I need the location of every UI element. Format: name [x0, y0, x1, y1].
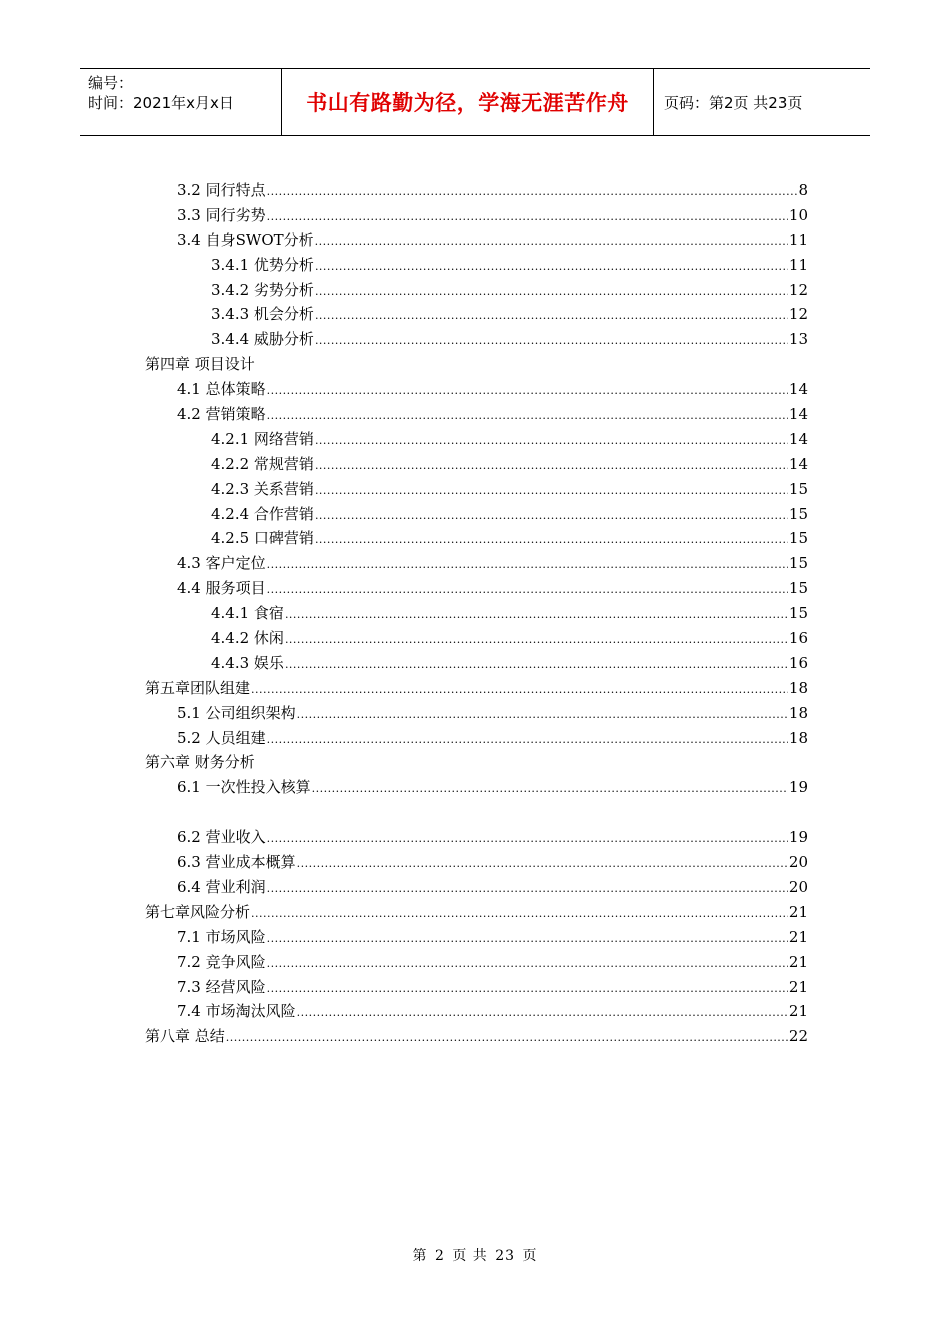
toc-leader-dots [267, 180, 798, 205]
header-page-label: 页码：第2页 共23页 [664, 93, 803, 112]
toc-entry-page: 12 [788, 305, 808, 324]
toc-entry-title: 7.4 市场淘汰风险 [177, 1002, 296, 1021]
toc-entry[interactable] [145, 228, 808, 253]
toc-entry-page: 21 [788, 927, 808, 946]
toc-leader-dots [267, 977, 788, 1002]
toc-entry-title: 6.1 一次性投入核算 [177, 778, 311, 797]
toc-entry-title: 第四章 项目设计 [145, 355, 255, 374]
toc-entry-title: 5.1 公司组织架构 [177, 703, 296, 722]
toc-entry-page: 15 [788, 554, 808, 573]
toc-entry[interactable] [145, 352, 808, 377]
toc-leader-dots [267, 404, 788, 429]
toc-entry[interactable] [145, 502, 808, 527]
toc-entry-title: 3.3 同行劣势 [177, 205, 266, 224]
toc-leader-dots [315, 479, 788, 504]
toc-leader-dots [315, 280, 788, 305]
footer-prefix: 第 [412, 1248, 428, 1264]
toc-entry[interactable] [145, 601, 808, 626]
toc-leader-dots [226, 1026, 788, 1051]
toc-entry[interactable] [145, 950, 808, 975]
toc-entry-title: 6.2 营业收入 [177, 828, 266, 847]
toc-entry-page: 15 [788, 604, 808, 623]
toc-entry-page: 11 [788, 230, 808, 249]
toc-entry-title: 3.4.3 机会分析 [211, 305, 314, 324]
toc-entry-page: 20 [788, 877, 808, 896]
toc-entry[interactable] [145, 875, 808, 900]
toc-leader-dots [251, 678, 788, 703]
toc-entry-page: 20 [788, 853, 808, 872]
toc-entry-page: 16 [788, 653, 808, 672]
toc-leader-dots [267, 877, 788, 902]
toc-entry[interactable] [145, 975, 808, 1000]
toc-leader-dots [285, 603, 788, 628]
toc-entry[interactable] [145, 825, 808, 850]
toc-leader-dots [315, 504, 788, 529]
toc-entry-title: 3.4.1 优势分析 [211, 255, 314, 274]
toc-entry[interactable] [145, 203, 808, 228]
toc-entry-title: 4.2.2 常规营销 [211, 454, 314, 473]
footer-total-pages: 23 [495, 1248, 516, 1264]
toc-entry[interactable] [145, 551, 808, 576]
toc-leader-dots [267, 379, 788, 404]
toc-leader-dots [312, 777, 788, 802]
footer-mid: 页 共 [452, 1248, 488, 1264]
toc-entry[interactable] [145, 999, 808, 1024]
toc-entry-title: 3.2 同行特点 [177, 181, 266, 199]
toc-entry-title: 4.2.4 合作营销 [211, 504, 314, 523]
toc-leader-dots [315, 255, 788, 280]
toc-entry[interactable] [145, 327, 808, 352]
toc-entry-page: 8 [798, 181, 808, 199]
toc-entry-page: 15 [788, 579, 808, 598]
toc-entry[interactable] [145, 750, 808, 775]
toc-entry-title: 7.3 经营风险 [177, 977, 266, 996]
toc-leader-dots [267, 205, 788, 230]
toc-entry-page: 21 [788, 902, 808, 921]
toc-entry-page: 21 [788, 977, 808, 996]
document-date-label: 时间：2021年x月x日 [88, 94, 234, 112]
toc-entry-title: 5.2 人员组建 [177, 728, 266, 747]
toc-entry[interactable] [145, 377, 808, 402]
toc-entry-page: 21 [788, 1002, 808, 1021]
toc-entry-page: 16 [788, 629, 808, 648]
toc-entry-page: 14 [788, 380, 808, 399]
header-left-cell [80, 69, 281, 135]
toc-entry[interactable] [145, 676, 808, 701]
toc-entry-title: 第六章 财务分析 [145, 753, 255, 772]
toc-leader-dots [315, 304, 788, 329]
toc-entry-title: 第八章 总结 [145, 1027, 225, 1046]
header-motto: 书山有路勤为径，学海无涯苦作舟 [281, 69, 654, 135]
toc-entry-title: 7.1 市场风险 [177, 927, 266, 946]
toc-leader-dots [315, 454, 788, 479]
toc-entry[interactable] [145, 900, 808, 925]
toc-entry[interactable] [145, 850, 808, 875]
toc-leader-dots [267, 728, 788, 753]
toc-entry[interactable] [145, 427, 808, 452]
toc-leader-dots [267, 578, 788, 603]
toc-entry-title: 4.1 总体策略 [177, 380, 266, 399]
toc-entry[interactable] [145, 253, 808, 278]
toc-entry-page: 14 [788, 429, 808, 448]
toc-entry-page: 18 [788, 728, 808, 747]
toc-entry-title: 3.4.4 威胁分析 [211, 330, 314, 349]
toc-entry-page: 18 [788, 703, 808, 722]
toc-entry-page: 15 [788, 529, 808, 548]
page-header [80, 68, 870, 136]
toc-leader-dots [267, 553, 788, 578]
toc-entry-page: 21 [788, 952, 808, 971]
toc-entry[interactable] [145, 651, 808, 676]
table-of-contents [145, 178, 808, 1049]
footer-current-page: 2 [434, 1248, 445, 1264]
toc-entry-title: 3.4.2 劣势分析 [211, 280, 314, 299]
toc-entry[interactable] [145, 178, 808, 203]
toc-leader-dots [315, 429, 788, 454]
toc-leader-dots [267, 827, 788, 852]
toc-entry-page: 15 [788, 479, 808, 498]
toc-entry-page: 15 [788, 504, 808, 523]
toc-entry-page: 18 [788, 678, 808, 697]
toc-entry[interactable] [145, 278, 808, 303]
toc-leader-dots [267, 952, 788, 977]
toc-leader-dots [297, 1001, 788, 1026]
toc-entry[interactable] [145, 925, 808, 950]
toc-entry[interactable] [145, 775, 808, 800]
toc-leader-dots [267, 927, 788, 952]
document-number-label: 编号： [88, 74, 134, 92]
toc-entry-page: 12 [788, 280, 808, 299]
toc-entry-title: 4.3 客户定位 [177, 554, 266, 573]
toc-leader-dots [315, 528, 788, 553]
toc-entry-title: 3.4 自身SWOT分析 [177, 230, 314, 249]
toc-entry-page: 19 [788, 778, 808, 797]
toc-entry[interactable] [145, 302, 808, 327]
toc-entry-title: 4.4 服务项目 [177, 579, 266, 598]
toc-entry[interactable] [145, 526, 808, 551]
toc-leader-dots [285, 653, 788, 678]
toc-entry-title: 第五章团队组建 [145, 678, 251, 697]
toc-entry[interactable] [145, 477, 808, 502]
toc-leader-dots [251, 902, 788, 927]
footer-suffix: 页 [522, 1248, 538, 1264]
toc-entry-title: 6.4 营业利润 [177, 877, 266, 896]
toc-leader-dots [297, 703, 788, 728]
toc-entry[interactable] [145, 452, 808, 477]
toc-entry-title: 4.2.1 网络营销 [211, 429, 314, 448]
toc-entry-page: 22 [788, 1027, 808, 1046]
toc-entry[interactable] [145, 1024, 808, 1049]
toc-entry-page: 14 [788, 405, 808, 424]
toc-entry-title: 6.3 营业成本概算 [177, 853, 296, 872]
toc-entry-title: 4.4.2 休闲 [211, 629, 284, 648]
toc-entry-page: 19 [788, 828, 808, 847]
page-footer [0, 1245, 950, 1265]
toc-leader-dots [315, 329, 788, 354]
toc-entry-title: 4.2 营销策略 [177, 405, 266, 424]
toc-entry-page: 11 [788, 255, 808, 274]
toc-entry[interactable] [145, 701, 808, 726]
toc-entry[interactable] [145, 726, 808, 751]
toc-entry[interactable] [145, 626, 808, 651]
toc-entry-title: 4.2.3 关系营销 [211, 479, 314, 498]
toc-entry[interactable] [145, 576, 808, 601]
toc-entry-title: 4.4.1 食宿 [211, 604, 284, 623]
toc-leader-dots [315, 230, 788, 255]
toc-entry-title: 第七章风险分析 [145, 902, 251, 921]
toc-entry-title: 4.2.5 口碑营销 [211, 529, 314, 548]
toc-leader-dots [297, 852, 788, 877]
toc-entry[interactable] [145, 402, 808, 427]
toc-entry-page: 10 [788, 205, 808, 224]
toc-entry-page: 14 [788, 454, 808, 473]
toc-leader-dots [285, 628, 788, 653]
toc-entry-title: 7.2 竞争风险 [177, 952, 266, 971]
toc-entry-title: 4.4.3 娱乐 [211, 653, 284, 672]
toc-entry-page: 13 [788, 330, 808, 349]
